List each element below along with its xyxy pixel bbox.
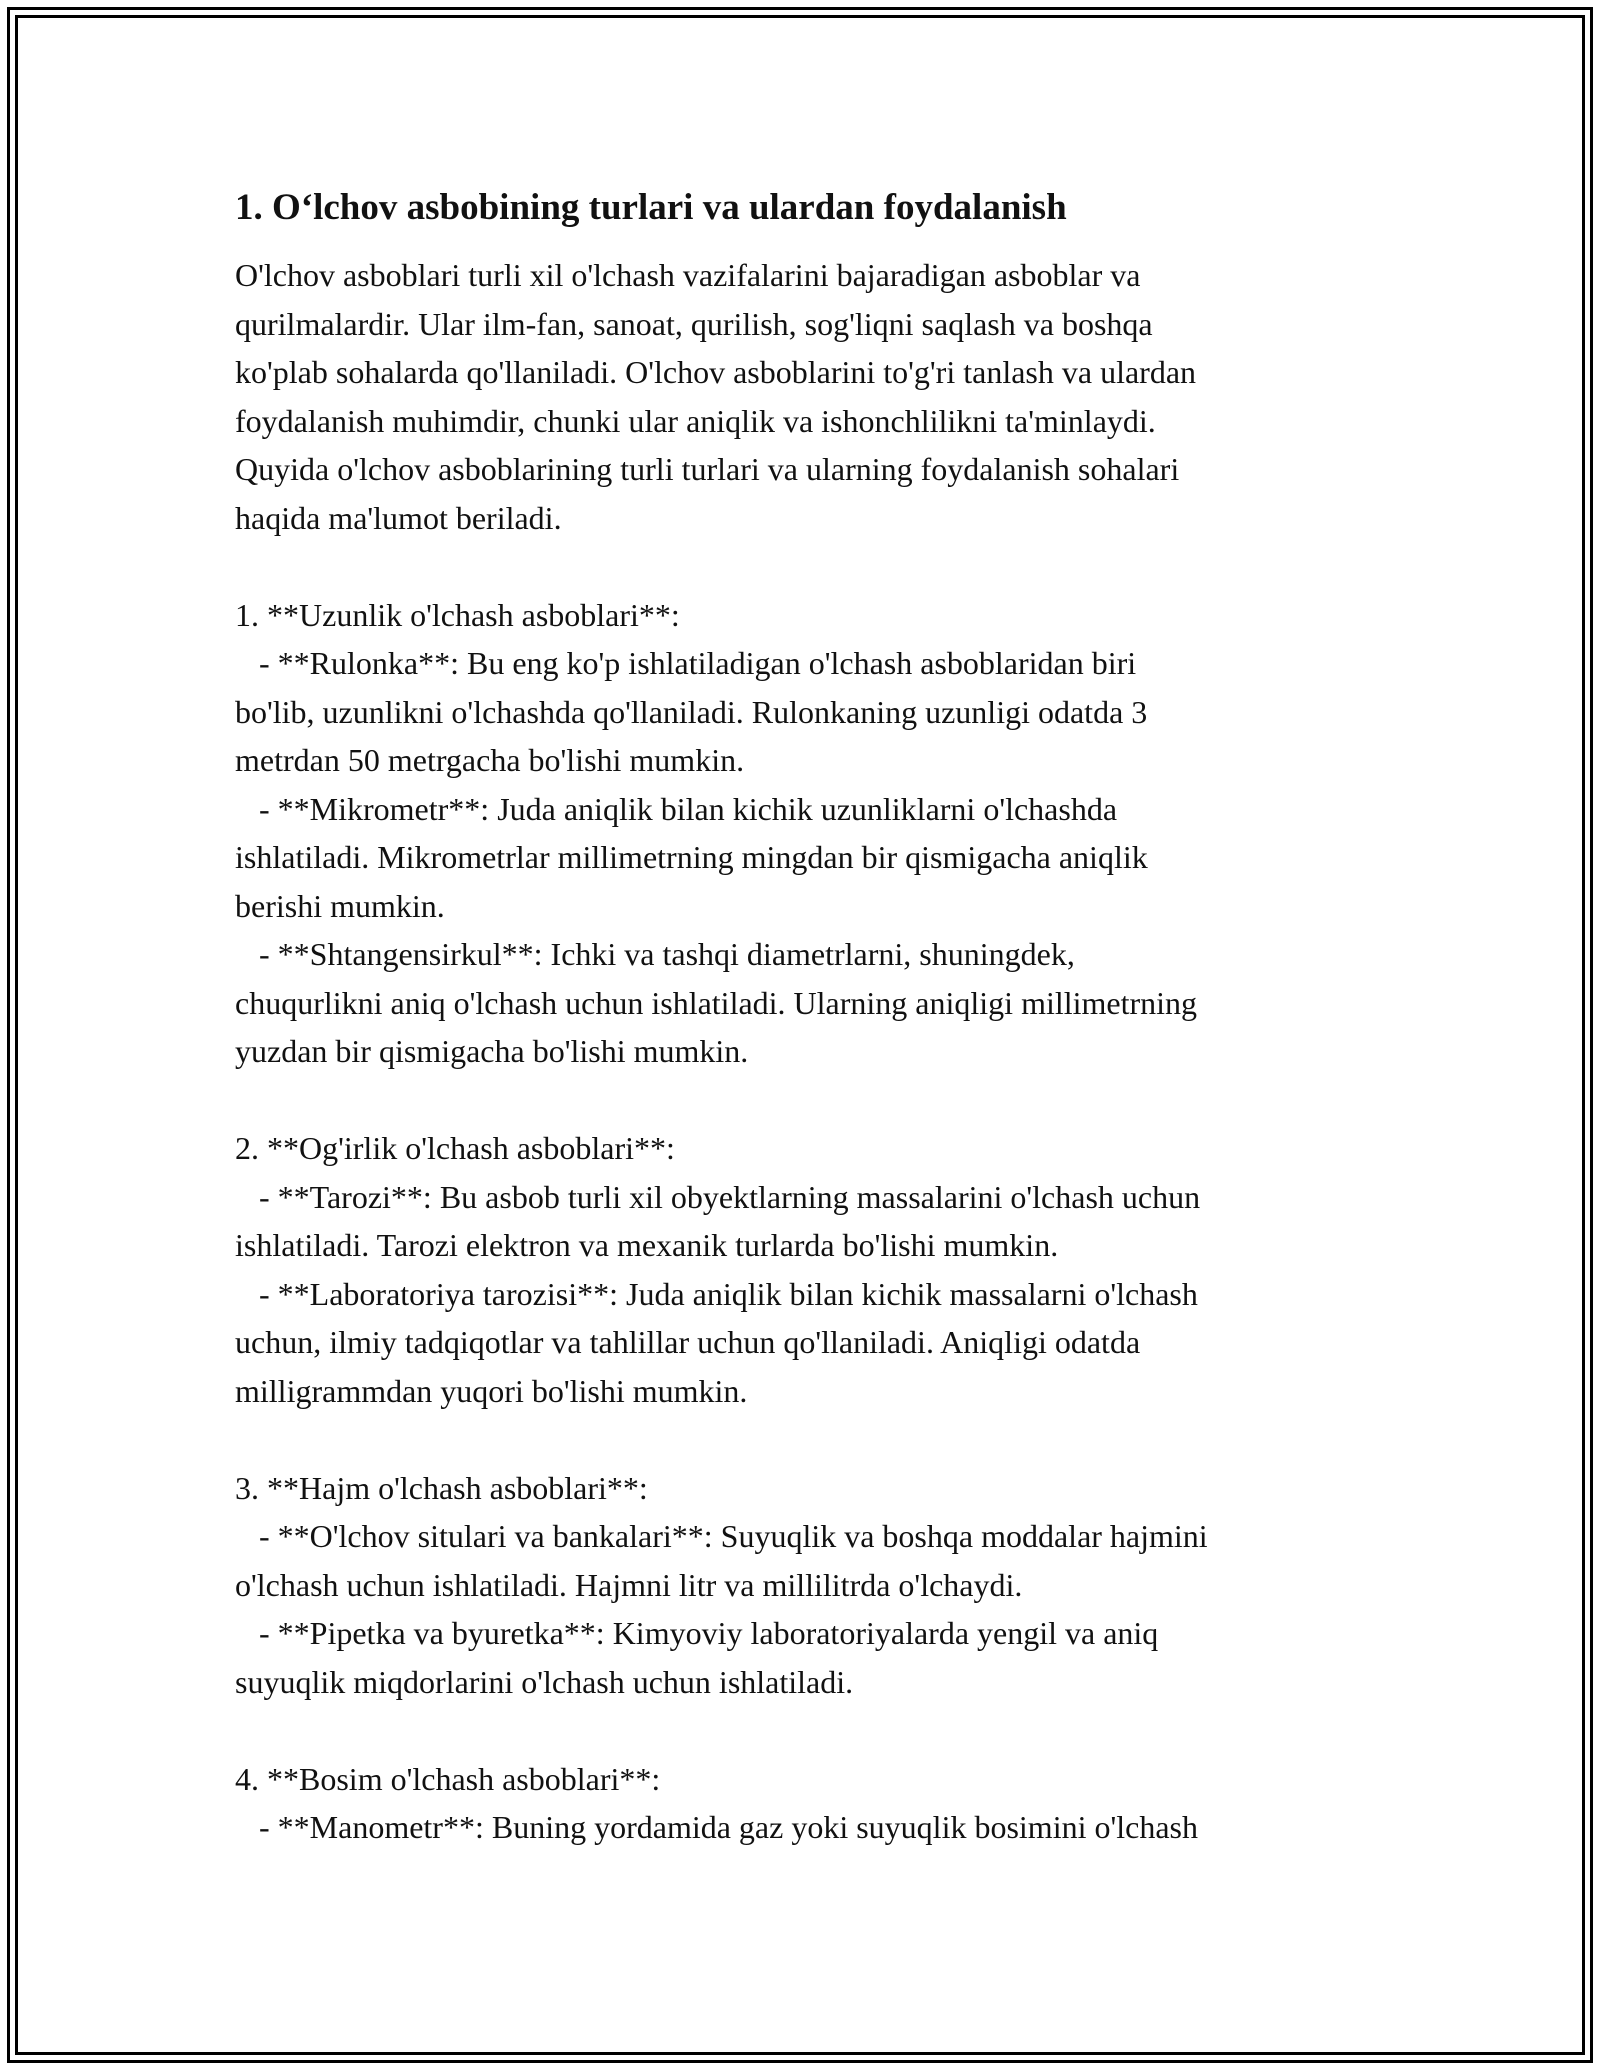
section-title: 3. **Hajm o'lchash asboblari**: — [235, 1469, 648, 1506]
text-line: berishi mumkin. — [235, 887, 445, 924]
text-line: Quyida o'lchov asboblarining turli turlari va ularning foydalanish sohalari — [235, 451, 1180, 487]
text-line: ko'plab sohalarda qo'llaniladi. O'lchov asboblarini to'g'ri tanlash va ulardan — [235, 354, 1197, 390]
text-line: - **Shtangensirkul**: Ichki va tashqi diametrlarni, shuningdek, — [235, 936, 1075, 972]
text-line: metrdan 50 metrgacha bo'lishi mumkin. — [235, 742, 745, 778]
section-weight-instruments — [235, 1124, 1365, 1415]
text-line: foydalanish muhimdir, chunki ular aniqlik va ishonchlilikni ta'minlaydi. — [235, 402, 1156, 439]
text-line: - **Tarozi**: Bu asbob turli xil obyektlarning massalarini o'lchash uchun — [235, 1178, 1201, 1215]
section-title: 1. **Uzunlik o'lchash asboblari**: — [235, 596, 680, 633]
text-line: suyuqlik miqdorlarini o'lchash uchun ishlatiladi. — [235, 1663, 854, 1700]
text-line: O'lchov asboblari turli xil o'lchash vazifalarini bajaradigan asboblar va — [235, 257, 1141, 293]
text-line: - **Laboratoriya tarozisi**: Juda aniqlik bilan kichik massalarni o'lchash — [235, 1275, 1198, 1312]
section-title: 4. **Bosim o'lchash asboblari**: — [235, 1760, 661, 1797]
section-length-instruments — [235, 591, 1365, 1076]
text-line: - **Mikrometr**: Juda aniqlik bilan kichik uzunliklarni o'lchashda — [235, 790, 1118, 827]
text-line: qurilmalardir. Ular ilm-fan, sanoat, qurilish, sog'liqni saqlash va boshqa — [235, 305, 1153, 342]
text-line: chuqurlikni aniq o'lchash uchun ishlatiladi. Ularning aniqligi millimetrning — [235, 984, 1198, 1021]
document-heading: 1. O‘lchov asbobining turlari va ulardan foydalanish — [235, 187, 1067, 228]
text-line: - **Rulonka**: Bu eng ko'p ishlatiladigan o'lchash asboblaridan biri — [235, 645, 1137, 681]
section-pressure-instruments — [235, 1755, 1365, 1852]
text-line: haqida ma'lumot beriladi. — [235, 499, 562, 536]
text-line: milligrammdan yuqori bo'lishi mumkin. — [235, 1372, 748, 1409]
text-line: uchun, ilmiy tadqiqotlar va tahlillar uchun qo'llaniladi. Aniqligi odatda — [235, 1324, 1141, 1360]
section-volume-instruments — [235, 1464, 1365, 1707]
section-title: 2. **Og'irlik o'lchash asboblari**: — [235, 1130, 675, 1166]
text-line: ishlatiladi. Mikrometrlar millimetrning mingdan bir qismigacha aniqlik — [235, 839, 1148, 875]
text-line: ishlatiladi. Tarozi elektron va mexanik turlarda bo'lishi mumkin. — [235, 1227, 1059, 1263]
text-line: yuzdan bir qismigacha bo'lishi mumkin. — [235, 1033, 749, 1069]
document-page — [235, 185, 1365, 1852]
text-line: o'lchash uchun ishlatiladi. Hajmni litr va millilitrda o'lchaydi. — [235, 1566, 1023, 1603]
intro-paragraph — [235, 251, 1365, 542]
blank-line — [235, 1415, 1365, 1464]
text-line: - **Manometr**: Buning yordamida gaz yoki suyuqlik bosimini o'lchash — [235, 1809, 1198, 1845]
text-line: - **O'lchov situlari va bankalari**: Suyuqlik va boshqa moddalar hajmini — [235, 1518, 1208, 1554]
text-line: bo'lib, uzunlikni o'lchashda qo'llaniladi. Rulonkaning uzunligi odatda 3 — [235, 693, 1148, 730]
blank-line — [235, 1706, 1365, 1755]
blank-line — [235, 1076, 1365, 1125]
blank-line — [235, 542, 1365, 591]
text-line: - **Pipetka va byuretka**: Kimyoviy laboratoriyalarda yengil va aniq — [235, 1615, 1159, 1651]
